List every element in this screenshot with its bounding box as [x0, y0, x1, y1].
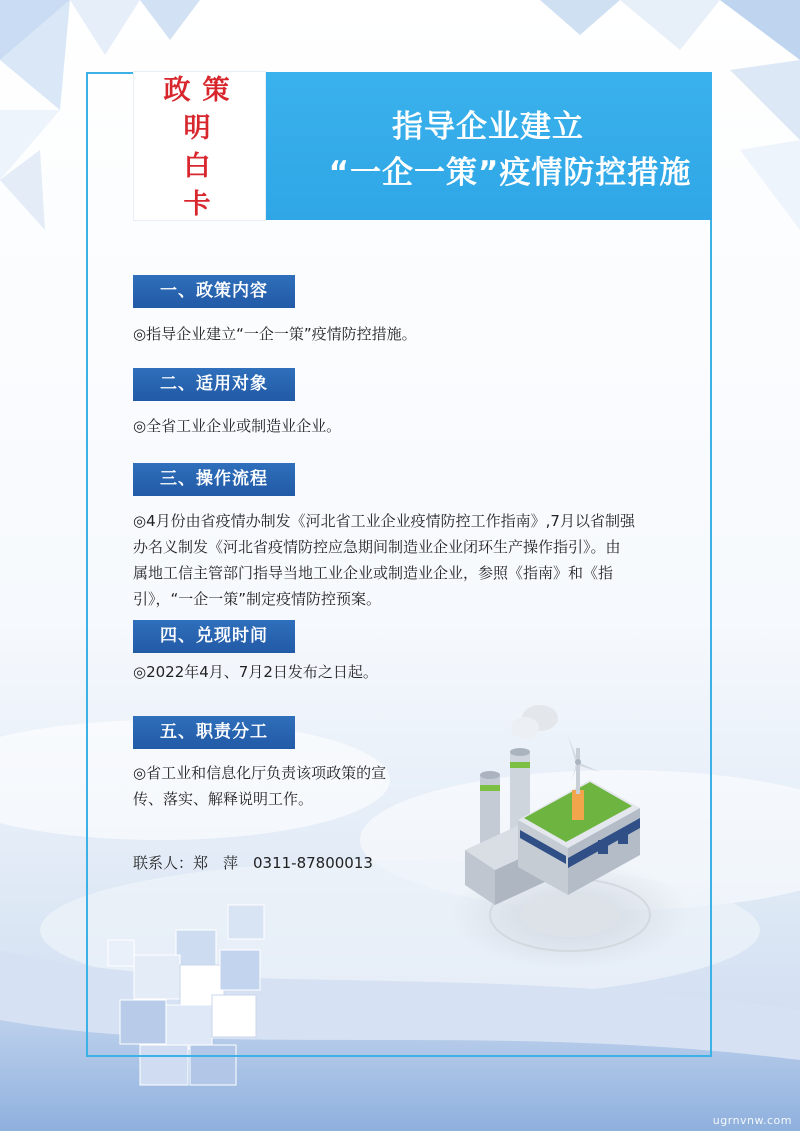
section-text-policy-content: ◎指导企业建立“一企一策”疫情防控措施。 — [133, 325, 417, 343]
watermark: ugrnvnw.com — [712, 1114, 792, 1127]
contact-info: 联系人：郑 萍 0311-87800013 — [133, 854, 373, 872]
title-line-2: “一企一策”疫情防控措施 — [328, 155, 692, 191]
badge-char: 白 — [183, 151, 211, 182]
section-heading-applicable-targets: 二、适用对象 — [133, 368, 295, 401]
page-title — [264, 104, 712, 196]
section-heading-procedure: 三、操作流程 — [133, 463, 295, 496]
responsibility-line: ◎省工业和信息化厅负责该项政策的宣 — [133, 764, 387, 782]
policy-badge — [134, 72, 265, 220]
section-text-procedure — [133, 508, 693, 612]
badge-char: 政 — [163, 75, 191, 106]
section-heading-policy-content: 一、政策内容 — [133, 275, 295, 308]
badge-char: 明 — [183, 113, 211, 144]
section-heading-responsibilities: 五、职责分工 — [133, 716, 295, 749]
procedure-line: ◎4月份由省疫情办制发《河北省工业企业疫情防控工作指南》,7月以省制强 — [133, 512, 635, 530]
section-text-applicable-targets: ◎全省工业企业或制造业企业。 — [133, 417, 342, 435]
badge-char: 卡 — [183, 189, 211, 220]
badge-char: 策 — [202, 75, 230, 106]
procedure-line: 引》，“一企一策”制定疫情防控预案。 — [133, 590, 382, 608]
title-line-1: 指导企业建立 — [392, 109, 584, 145]
responsibility-line: 传、落实、解释说明工作。 — [133, 790, 314, 808]
section-text-effective-time: ◎2022年4月、7月2日发布之日起。 — [133, 663, 378, 681]
section-text-responsibilities — [133, 760, 386, 812]
section-heading-effective-time: 四、兑现时间 — [133, 620, 295, 653]
procedure-line: 办名义制发《河北省疫情防控应急期间制造业企业闭环生产操作指引》。由 — [133, 538, 621, 556]
procedure-line: 属地工信主管部门指导当地工业企业或制造业企业，参照《指南》和《指 — [133, 564, 614, 582]
